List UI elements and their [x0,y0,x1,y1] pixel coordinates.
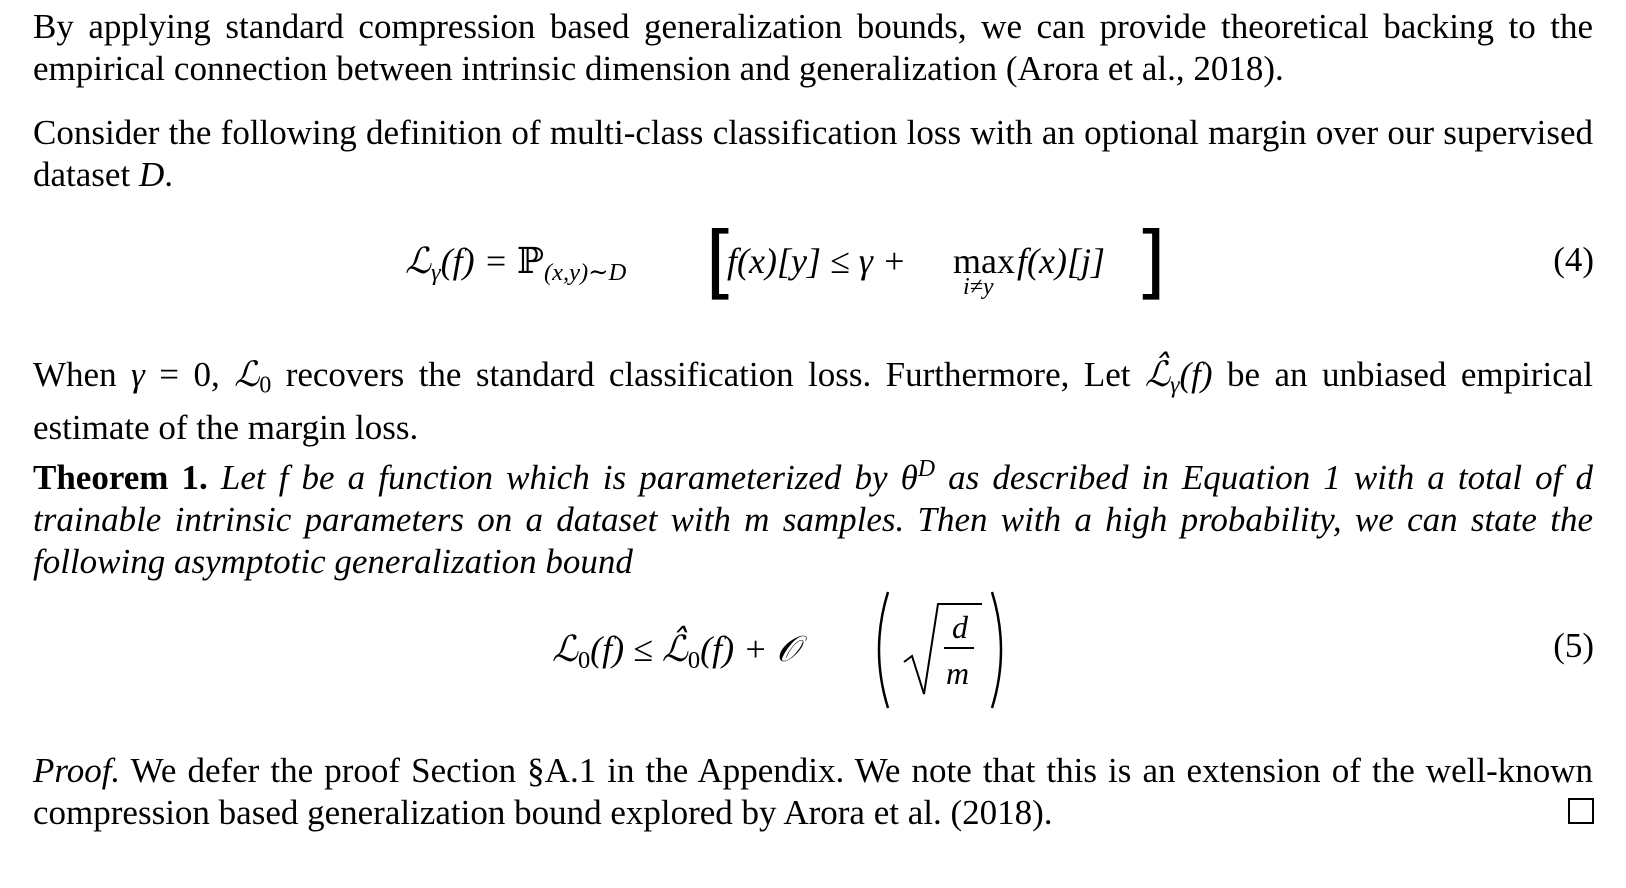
eq4-inner-left: f(x)[y] ≤ γ + [727,241,907,281]
gamma-symbol: γ [131,355,145,394]
right-paren [992,592,1001,708]
equation-4-number: (4) [1553,240,1594,279]
definition-end: . [164,155,173,194]
dataset-symbol: D [138,155,165,194]
equation-5 [552,588,1032,712]
definition-text: Consider the following definition of multi-class classification loss with an optional margin over our supervised dataset [33,113,1593,194]
eq4-lhs: ℒ$_\gamma$(f) = ℙ$_{(x,y)\sim D}$ [405,241,627,286]
loss-zero-symbol: ℒ [234,355,260,395]
theorem-body: Let f be a function which is parameterized by θ [207,458,918,498]
sqrt-fraction [874,588,1014,712]
hat-loss-symbol: ℒ̂ [1144,355,1171,395]
fraction-numerator: d [952,609,968,645]
qed-symbol [1568,798,1594,824]
theorem-heading: Theorem 1. [33,458,208,498]
left-paren [879,592,888,708]
left-bracket: [ [705,215,737,308]
intro-paragraph [33,6,1593,90]
eq4-max-sub: i≠y [963,274,994,300]
proof-heading: Proof. [33,751,121,790]
definition-paragraph [33,112,1593,196]
theorem-block: Theorem 1. Let f be a function which is parameterized by $\theta^D$ as described in Equation 1 with a total of d trainable intrinsic parameters on a dataset with m samples. Then with a high probability, we can state the following asymptotic generalization bound [33,456,1594,582]
proof-paragraph [33,750,1593,834]
equation-5-number: (5) [1553,626,1594,665]
eq4-max: max [953,241,1015,281]
proof-body: We defer the proof Section §A.1 in the Appendix. We note that this is an extension of the well-known compression based generalization bound explored by Arora et al. (2018). [33,751,1593,832]
remark-paragraph: When γ = 0, ℒ$_0$ recovers the standard classification loss. Furthermore, Let $ℒ̂_\gamma(f)$ be an unbiased empirical estimate of the margin loss. [33,355,1593,447]
eq5-lhs: ℒ$_0$(f) ≤ $ℒ̂_0(f)$ + 𝒪 [552,629,800,674]
eq4-inner-right: f(x)[j] [1017,241,1105,281]
intro-text: By applying standard compression based generalization bounds, we can provide theoretical backing to the empirical connection between intrinsic dimension and generalization (Arora et al., 2018). [33,7,1593,88]
right-bracket: ] [1135,215,1167,308]
fraction-denominator: m [946,655,970,691]
